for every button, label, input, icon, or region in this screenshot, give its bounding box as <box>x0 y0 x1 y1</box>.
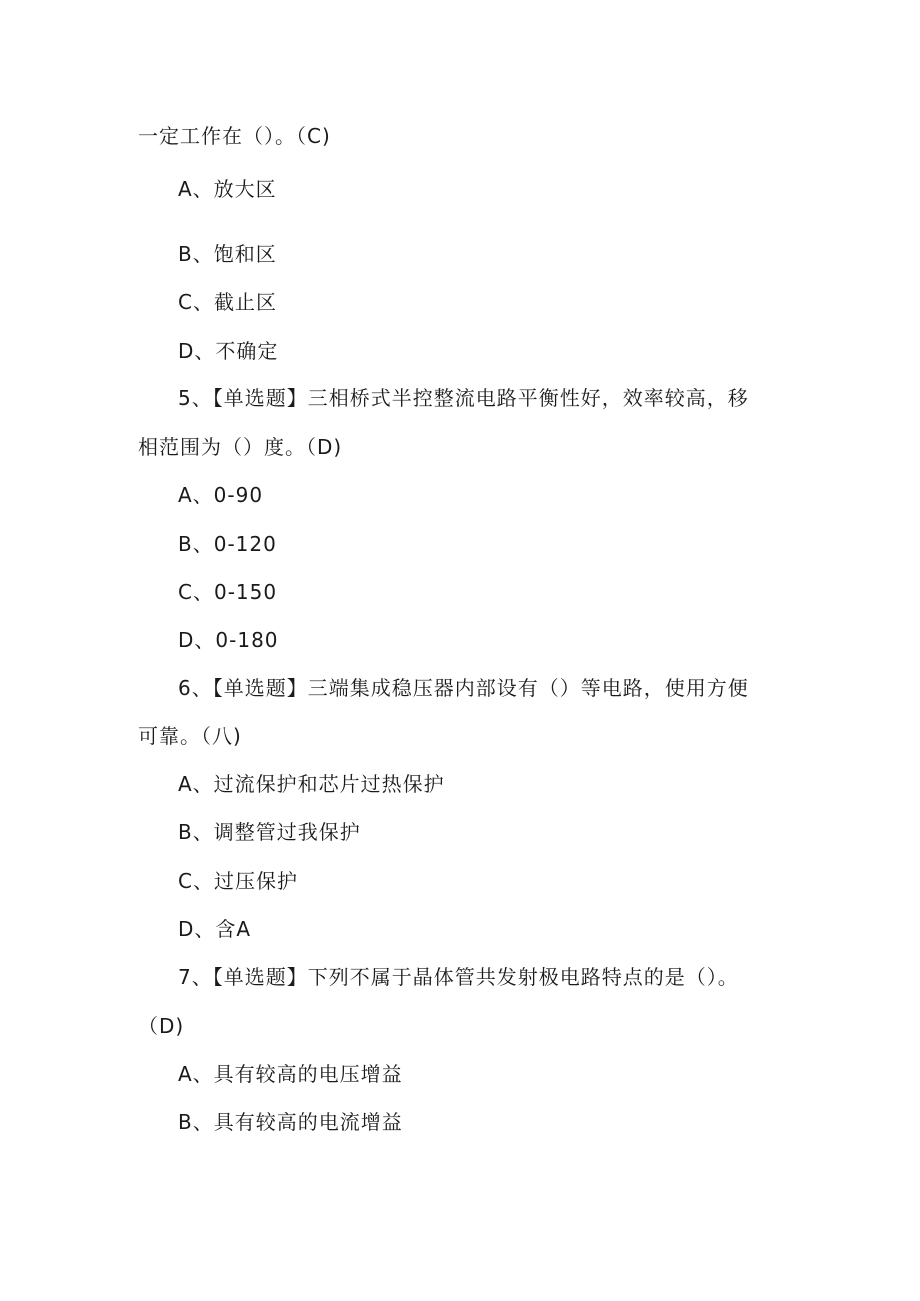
question-5-option-a: A、0-90 <box>178 483 264 507</box>
question-5-option-b: B、0-120 <box>178 532 277 556</box>
question-7-option-b: B、具有较高的电流增益 <box>178 1110 403 1134</box>
question-4-option-d: D、不确定 <box>178 339 279 363</box>
question-7-option-a: A、具有较高的电压增益 <box>178 1062 403 1086</box>
question-4-tail: 一定工作在（）。（C) <box>138 124 331 148</box>
question-6-option-a: A、过流保护和芯片过热保护 <box>178 772 445 796</box>
question-6-stem-line-2: 可靠。（八) <box>138 724 242 748</box>
question-4-option-c: C、截止区 <box>178 290 277 314</box>
question-6-option-c: C、过压保护 <box>178 869 298 893</box>
question-4-option-a: A、放大区 <box>178 177 277 201</box>
question-5-option-d: D、0-180 <box>178 628 279 652</box>
question-5-stem-line-1: 5、【单选题】三相桥式半控整流电路平衡性好，效率较高，移 <box>178 386 749 410</box>
question-6-option-d: D、含A <box>178 917 252 941</box>
question-6-option-b: B、调整管过我保护 <box>178 820 361 844</box>
question-5-option-c: C、0-150 <box>178 580 278 604</box>
question-7-stem-line-1: 7、【单选题】下列不属于晶体管共发射极电路特点的是（）。 <box>178 965 739 989</box>
question-4-option-b: B、饱和区 <box>178 242 277 266</box>
question-7-stem-line-2: （D) <box>138 1014 185 1038</box>
question-5-stem-line-2: 相范围为（）度。（D) <box>138 435 343 459</box>
question-6-stem-line-1: 6、【单选题】三端集成稳压器内部设有（）等电路，使用方便 <box>178 676 749 700</box>
